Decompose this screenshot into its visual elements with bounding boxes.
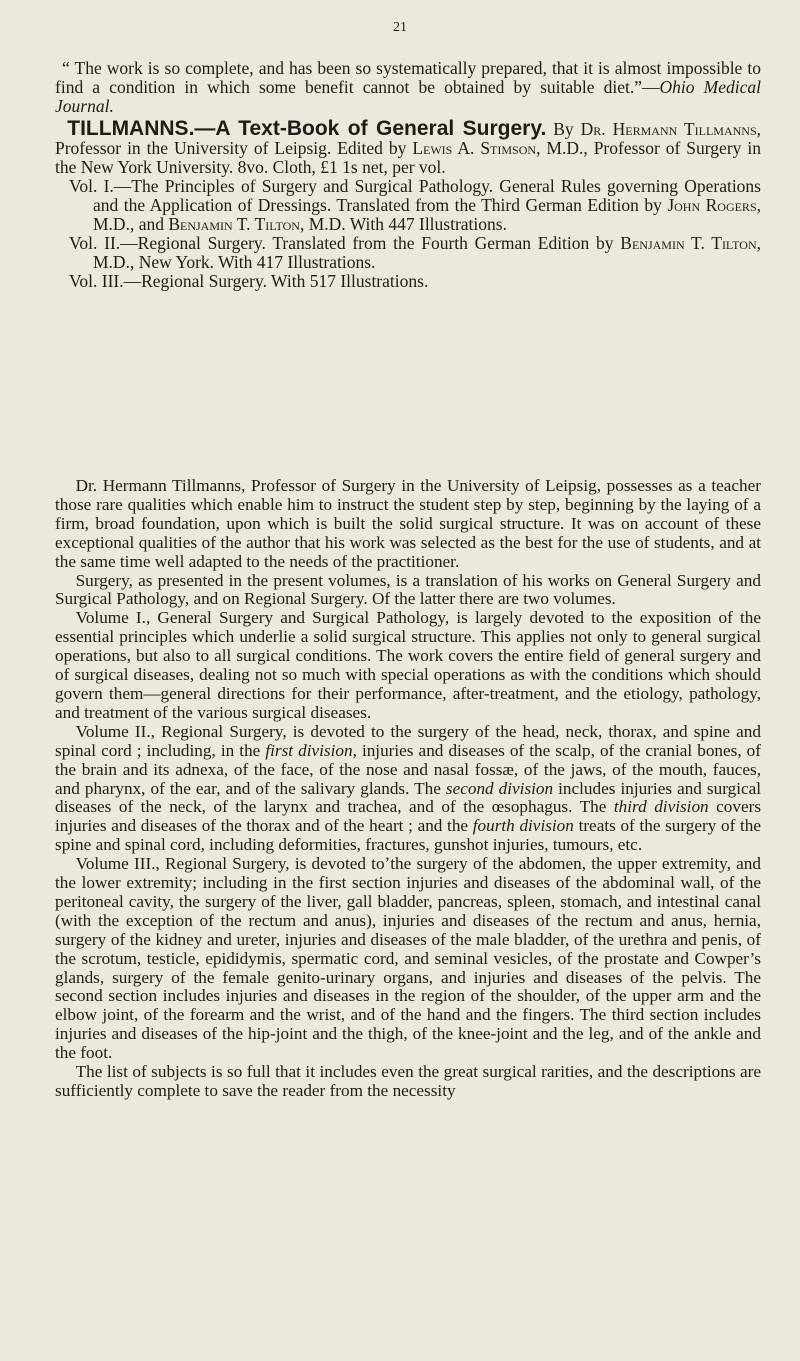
- volume-label: Vol. III.—Regional Surgery. With 517 Illustrations.: [69, 271, 429, 291]
- volume-label: Vol. I.—The Principles of Surgery and Surgical Pathology. General Rules governing Operations and the Application of Dressings. Translated from the Third German Edition by: [69, 176, 761, 215]
- volume-text: , M.D., and: [93, 195, 761, 234]
- volume-text: , M.D. With 447 Illustrations.: [299, 214, 507, 234]
- text-run: treats of the surgery of the spine and spinal cord, including deformities, fractures, gunshot injuries, tumours, etc.: [55, 816, 762, 855]
- paragraph: Dr. Hermann Tillmanns, Professor of Surgery in the University of Leipsig, possesses as a teacher those rare qualities which enable him to instruct the student step by step, beginning by the laying of a firm, broad foundation, upon which is built the solid surgical structure. It was on account of these exceptional qualities of the author that his work was selected as the best for the use of students, and at the same time well adapted to the needs of the practitioner.: [55, 476, 761, 571]
- quote-text: “ The work is so complete, and has been so systematically prepared, that it is almost impossible to find a condition in which some benefit cannot be obtained by suitable diet.”—: [55, 58, 761, 97]
- entry-author-role: , Professor in the University of Leipsig. Edited by: [55, 119, 761, 158]
- book-entry: [55, 119, 761, 291]
- quote-source: Ohio Medical Journal.: [55, 77, 761, 116]
- paragraph: The list of subjects is so full that it includes even the great surgical rarities, and the descriptions are sufficiently complete to save the reader from the necessity: [55, 1062, 761, 1100]
- volume-label: Vol. II.—Regional Surgery. Translated from the Fourth German Edition by: [69, 233, 614, 253]
- paragraph: Volume I., General Surgery and Surgical Pathology, is largely devoted to the exposition of the essential principles which underlie a solid surgical structure. This applies not only to general surgical operations, but also to all surgical conditions. The work covers the entire field of general surgery and of surgical diseases, dealing not so much with special operations as with the conditions which should govern them—general directions for their performance, after-treatment, and the etiology, pathology, and treatment of the various surgical diseases.: [55, 608, 761, 722]
- italic-run: fourth division: [472, 816, 574, 836]
- entry-author: Dr. Hermann Tillmanns: [580, 119, 757, 139]
- entry-editor: Lewis A. Stimson: [412, 138, 537, 158]
- entry-format: 8vo. Cloth, £1 1s net, per vol.: [237, 157, 446, 177]
- text-run: includes injuries and surgical diseases of the neck, of the larynx and trachea, and of the œsophagus. The: [55, 778, 762, 817]
- entry-heading: [55, 119, 761, 177]
- paragraph: Surgery, as presented in the present volumes, is a translation of his works on General Surgery and Surgical Pathology, and on Regional Surgery. Of the latter there are two volumes.: [55, 570, 761, 609]
- volume-item: [55, 272, 761, 291]
- entry-title: TILLMANNS.—A Text-Book of General Surgery.: [67, 117, 547, 140]
- volume-translator: John Rogers: [667, 195, 757, 215]
- volume-translator: Benjamin T. Tilton: [620, 233, 757, 253]
- text-run: , injuries and diseases of the scalp, of the cranial bones, of the brain and its adnexa, of the face, of the nose and nasal fossæ, of the jaws, of the mouth, fauces, and pharynx, of the ear, and of the salivary glands. The: [55, 740, 762, 798]
- paragraph: Volume III., Regional Surgery, is devoted toʼthe surgery of the abdomen, the upper extremity, and the lower extremity; including in the first section injuries and diseases of the abdominal wall, of the peritoneal cavity, the surgery of the liver, gall bladder, pancreas, spleen, stomach, and intestinal canal (with the exception of the rectum and anus), injuries and diseases of the rectum and anus, hernia, surgery of the kidney and ureter, injuries and diseases of the male bladder, of the urethra and penis, of the scrotum, testicle, epididymis, spermatic cord, and seminal vesicles, of the prostate and Cowper’s glands, surgery of the female genito-urinary organs, and injuries and diseases of the pelvis. The second section includes injuries and diseases in the region of the shoulder, of the upper arm and the elbow joint, of the forearm and the wrist, and of the hand and the fingers. The third section includes injuries and diseases of the hip-joint and the thigh, of the knee-joint and the leg, and of the ankle and the foot.: [55, 854, 761, 1063]
- italic-run: first division: [265, 740, 353, 760]
- volume-text: , M.D., New York. With 417 Illustrations.: [93, 233, 761, 272]
- volume-item: [55, 177, 761, 234]
- page-number: 21: [393, 20, 407, 35]
- review-quote: [55, 59, 761, 116]
- text-run: Volume II., Regional Surgery, is devoted to the surgery of the head, neck, thorax, and spine and spinal cord ; including, in the: [55, 721, 761, 760]
- italic-run: second division: [445, 778, 554, 798]
- volume-item: [55, 234, 761, 272]
- entry-editor-role: , M.D., Professor of Surgery in the New York University.: [55, 138, 761, 177]
- text-run: covers injuries and diseases of the thorax and of the heart ; and the: [55, 797, 762, 836]
- entry-by: By: [553, 119, 574, 139]
- italic-run: third division: [613, 797, 709, 817]
- volume-translator: Benjamin T. Tilton: [168, 214, 300, 234]
- description-body: [55, 477, 761, 1101]
- paragraph: [55, 723, 761, 855]
